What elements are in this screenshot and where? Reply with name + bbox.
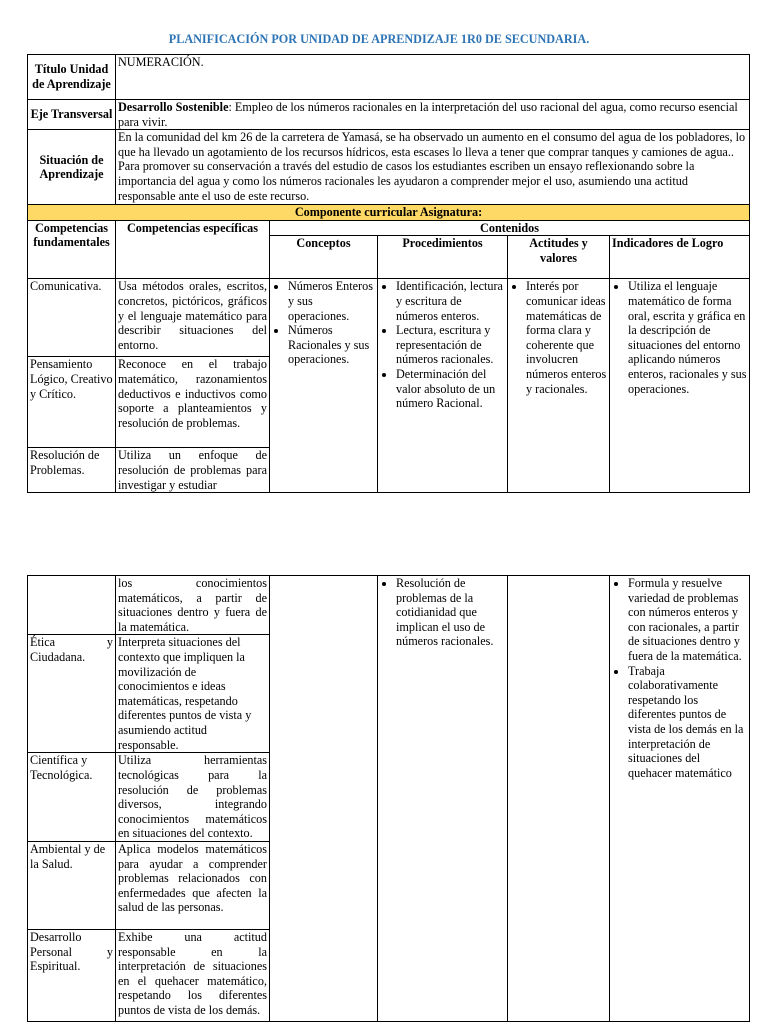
procedimientos-list — [380, 576, 505, 649]
document-title: PLANIFICACIÓN POR UNIDAD DE APRENDIZAJE 1R0 DE SECUNDARIA. — [168, 32, 590, 46]
procedimientos-list — [380, 279, 505, 410]
fundamental-cell: Ambiental y de la Salud. — [28, 841, 116, 929]
list-item: • Resolución de problemas de la cotidianidad que implican el uso de números racionales. — [396, 576, 505, 649]
especifica-cell: Exhibe una actitud responsable en la interpretación de situaciones en el quehacer matemático, respetando los diferentes puntos de vista de los demás. — [116, 929, 270, 1021]
conceptos-cell — [270, 279, 378, 493]
list-item: • Identificación, lectura y escritura de números enteros. — [396, 279, 505, 323]
list-item: • Números Enteros y sus operaciones. — [288, 279, 375, 323]
indicadores-list — [612, 279, 747, 396]
conceptos-cell — [270, 576, 378, 1022]
col-conceptos: Conceptos — [270, 236, 378, 279]
eje-text: : Empleo de los números racionales en la interpretación del uso racional del agua, como recurso esencial para vivir. — [118, 100, 738, 129]
procedimientos-cell — [378, 576, 508, 1022]
especifica-cell: Reconoce en el trabajo matemático, razonamientos deductivos e inductivos como soporte a planteamientos y resolución de problemas. — [116, 357, 270, 448]
list-item: • Interés por comunicar ideas matemáticas de forma clara y coherente que involucren números enteros y racionales. — [526, 279, 607, 396]
situacion-label: Situación de Aprendizaje — [28, 130, 116, 205]
procedimientos-cell — [378, 279, 508, 493]
fundamental-cell — [28, 576, 116, 635]
fundamental-cell: Ética y Ciudadana. — [28, 635, 116, 753]
list-item: • Formula y resuelve variedad de problemas con números enteros y con racionales, a partir de situaciones dentro y fuera de la matemática. — [628, 576, 747, 664]
planning-table-page-1 — [27, 54, 750, 493]
col-indicadores: Indicadores de Logro — [610, 236, 750, 279]
especifica-cell: Aplica modelos matemáticos para ayudar a comprender problemas relacionados con enfermedades que afecten la salud de las personas. — [116, 841, 270, 929]
conceptos-list — [272, 279, 375, 367]
col-actitudes: Actitudes y valores — [508, 236, 610, 279]
col-especificas: Competencias específicas — [116, 220, 270, 279]
col-procedimientos: Procedimientos — [378, 236, 508, 279]
especifica-cell: Interpreta situaciones del contexto que impliquen la movilización de conocimientos e ideas matemáticas, respetando diferentes puntos de vista y asumiendo actitud responsable. — [116, 635, 270, 753]
eje-label: Eje Transversal — [28, 100, 116, 130]
titulo-label: Título Unidad de Aprendizaje — [28, 55, 116, 100]
actitudes-list — [510, 279, 607, 396]
eje-bold: Desarrollo Sostenible — [118, 100, 229, 114]
eje-value — [116, 100, 750, 130]
list-item: • Utiliza el lenguaje matemático de forma oral, escrita y gráfica en la descripción de situaciones del entorno aplicando números enteros, racionales y sus operaciones. — [628, 279, 747, 396]
fundamental-cell: Pensamiento Lógico, Creativo y Crítico. — [28, 357, 116, 448]
especifica-cell: los conocimientos matemáticos, a partir de situaciones dentro y fuera de la matemática. — [116, 576, 270, 635]
actitudes-cell — [508, 576, 610, 1022]
titulo-value: NUMERACIÓN. — [116, 55, 750, 100]
especifica-cell: Usa métodos orales, escritos, concretos, pictóricos, gráficos y el lenguaje matemático para describir situaciones del entorno. — [116, 279, 270, 357]
planning-table-page-2 — [27, 575, 750, 1022]
indicadores-cell — [610, 576, 750, 1022]
col-contenidos: Contenidos — [270, 220, 750, 236]
indicadores-cell — [610, 279, 750, 493]
fundamental-cell: Resolución de Problemas. — [28, 448, 116, 493]
list-item: • Determinación del valor absoluto de un número Racional. — [396, 367, 505, 411]
list-item: • Trabaja colaborativamente respetando los diferentes puntos de vista de los demás en la interpretación de situaciones del quehacer matemático — [628, 664, 747, 781]
fundamental-cell: Comunicativa. — [28, 279, 116, 357]
list-item: • Lectura, escritura y representación de números racionales. — [396, 323, 505, 367]
col-fundamentales: Competencias fundamentales — [28, 220, 116, 279]
component-band: Componente curricular Asignatura: — [28, 205, 750, 221]
especifica-cell: Utiliza un enfoque de resolución de problemas para investigar y estudiar — [116, 448, 270, 493]
especifica-cell: Utiliza herramientas tecnológicas para la resolución de problemas diversos, integrando conocimientos matemáticos en situaciones del contexto. — [116, 753, 270, 842]
list-item: • Números Racionales y sus operaciones. — [288, 323, 375, 367]
indicadores-list — [612, 576, 747, 780]
fundamental-cell: Desarrollo Personal y Espiritual. — [28, 929, 116, 1021]
situacion-text: En la comunidad del km 26 de la carretera de Yamasá, se ha observado un aumento en el consumo del agua de los pobladores, lo que ha llevado un agotamiento de los recursos hídricos, esta escases lo lleva a tener que comprar tanques y camiones de agua.. Para promover su conservación a través del estudio de casos los estudiantes escriben un ensayo reflexionando sobre la importancia del agua y como los números racionales les ayudaron a comprender mejor el uso, asumiendo una actitud responsable ante el uso de este recurso. — [116, 130, 750, 205]
actitudes-cell — [508, 279, 610, 493]
fundamental-cell: Científica y Tecnológica. — [28, 753, 116, 842]
